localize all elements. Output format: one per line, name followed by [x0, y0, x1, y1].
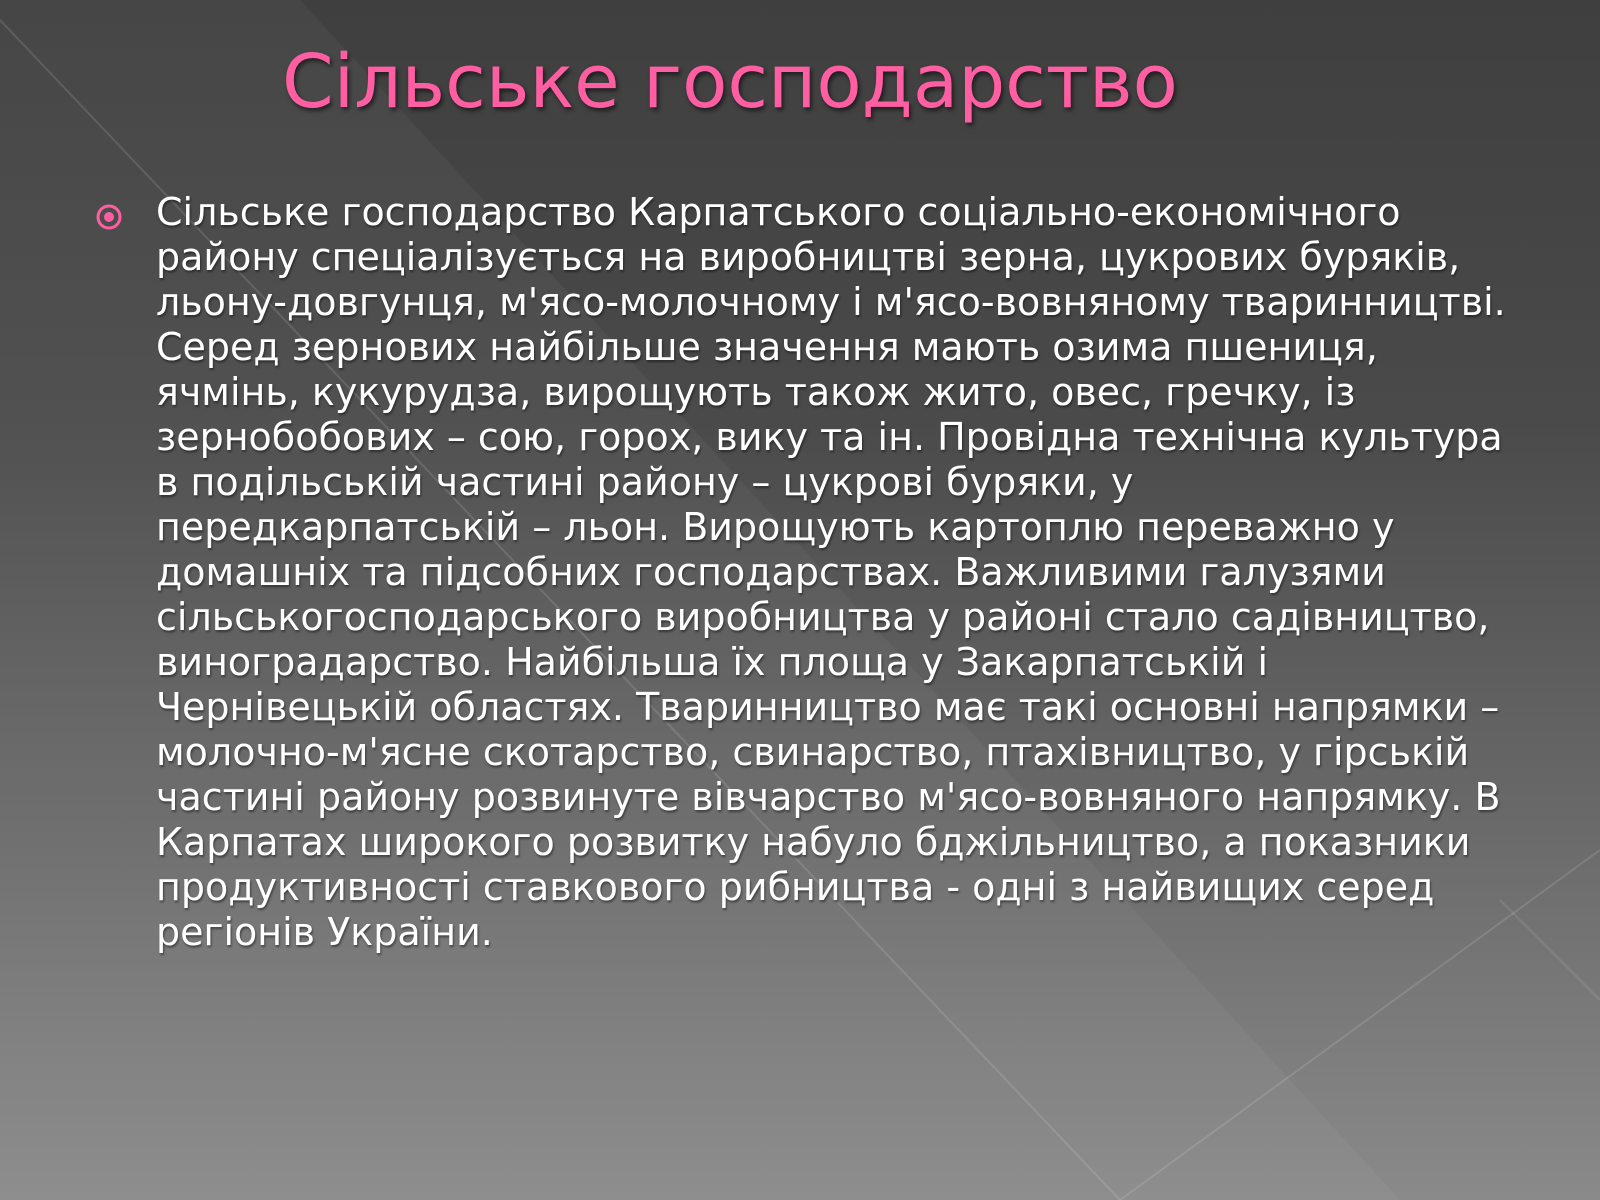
- slide-title: Сільське господарство: [282, 39, 1178, 125]
- circle-bullet-icon: [94, 202, 124, 232]
- slide-body-text: Сільське господарство Карпатського соціально-економічного району спеціалізується на виробництві зерна, цукрових буряків, льону-довгунця, м'ясо-молочному і м'ясо-вовняному тваринництві. Серед зернових найбільше значення мають озима пшениця, ячмінь, кукурудза, вирощують також жито, овес, гречку, із зернобобових – сою, горох, вику та ін. Провідна технічна культура в подільській частині району – цукрові буряки, у передкарпатській – льон. Вирощують картоплю переважно у домашніх та підсобних господарствах. Важливими галузями сільськогосподарського виробництва у районі стало садівництво, виноградарство. Найбільша їх площа у Закарпатській і Чернівецькій областях. Тваринництво має такі основні напрямки – молочно-м'ясне скотарство, свинарство, птахівництво, у гірській частині району розвинуте вівчарство м'ясо-вовняного напрямку. В Карпатах широкого розвитку набуло бджільництво, а показники продуктивності ставкового рибництва - одні з найвищих серед регіонів України.: [156, 190, 1506, 954]
